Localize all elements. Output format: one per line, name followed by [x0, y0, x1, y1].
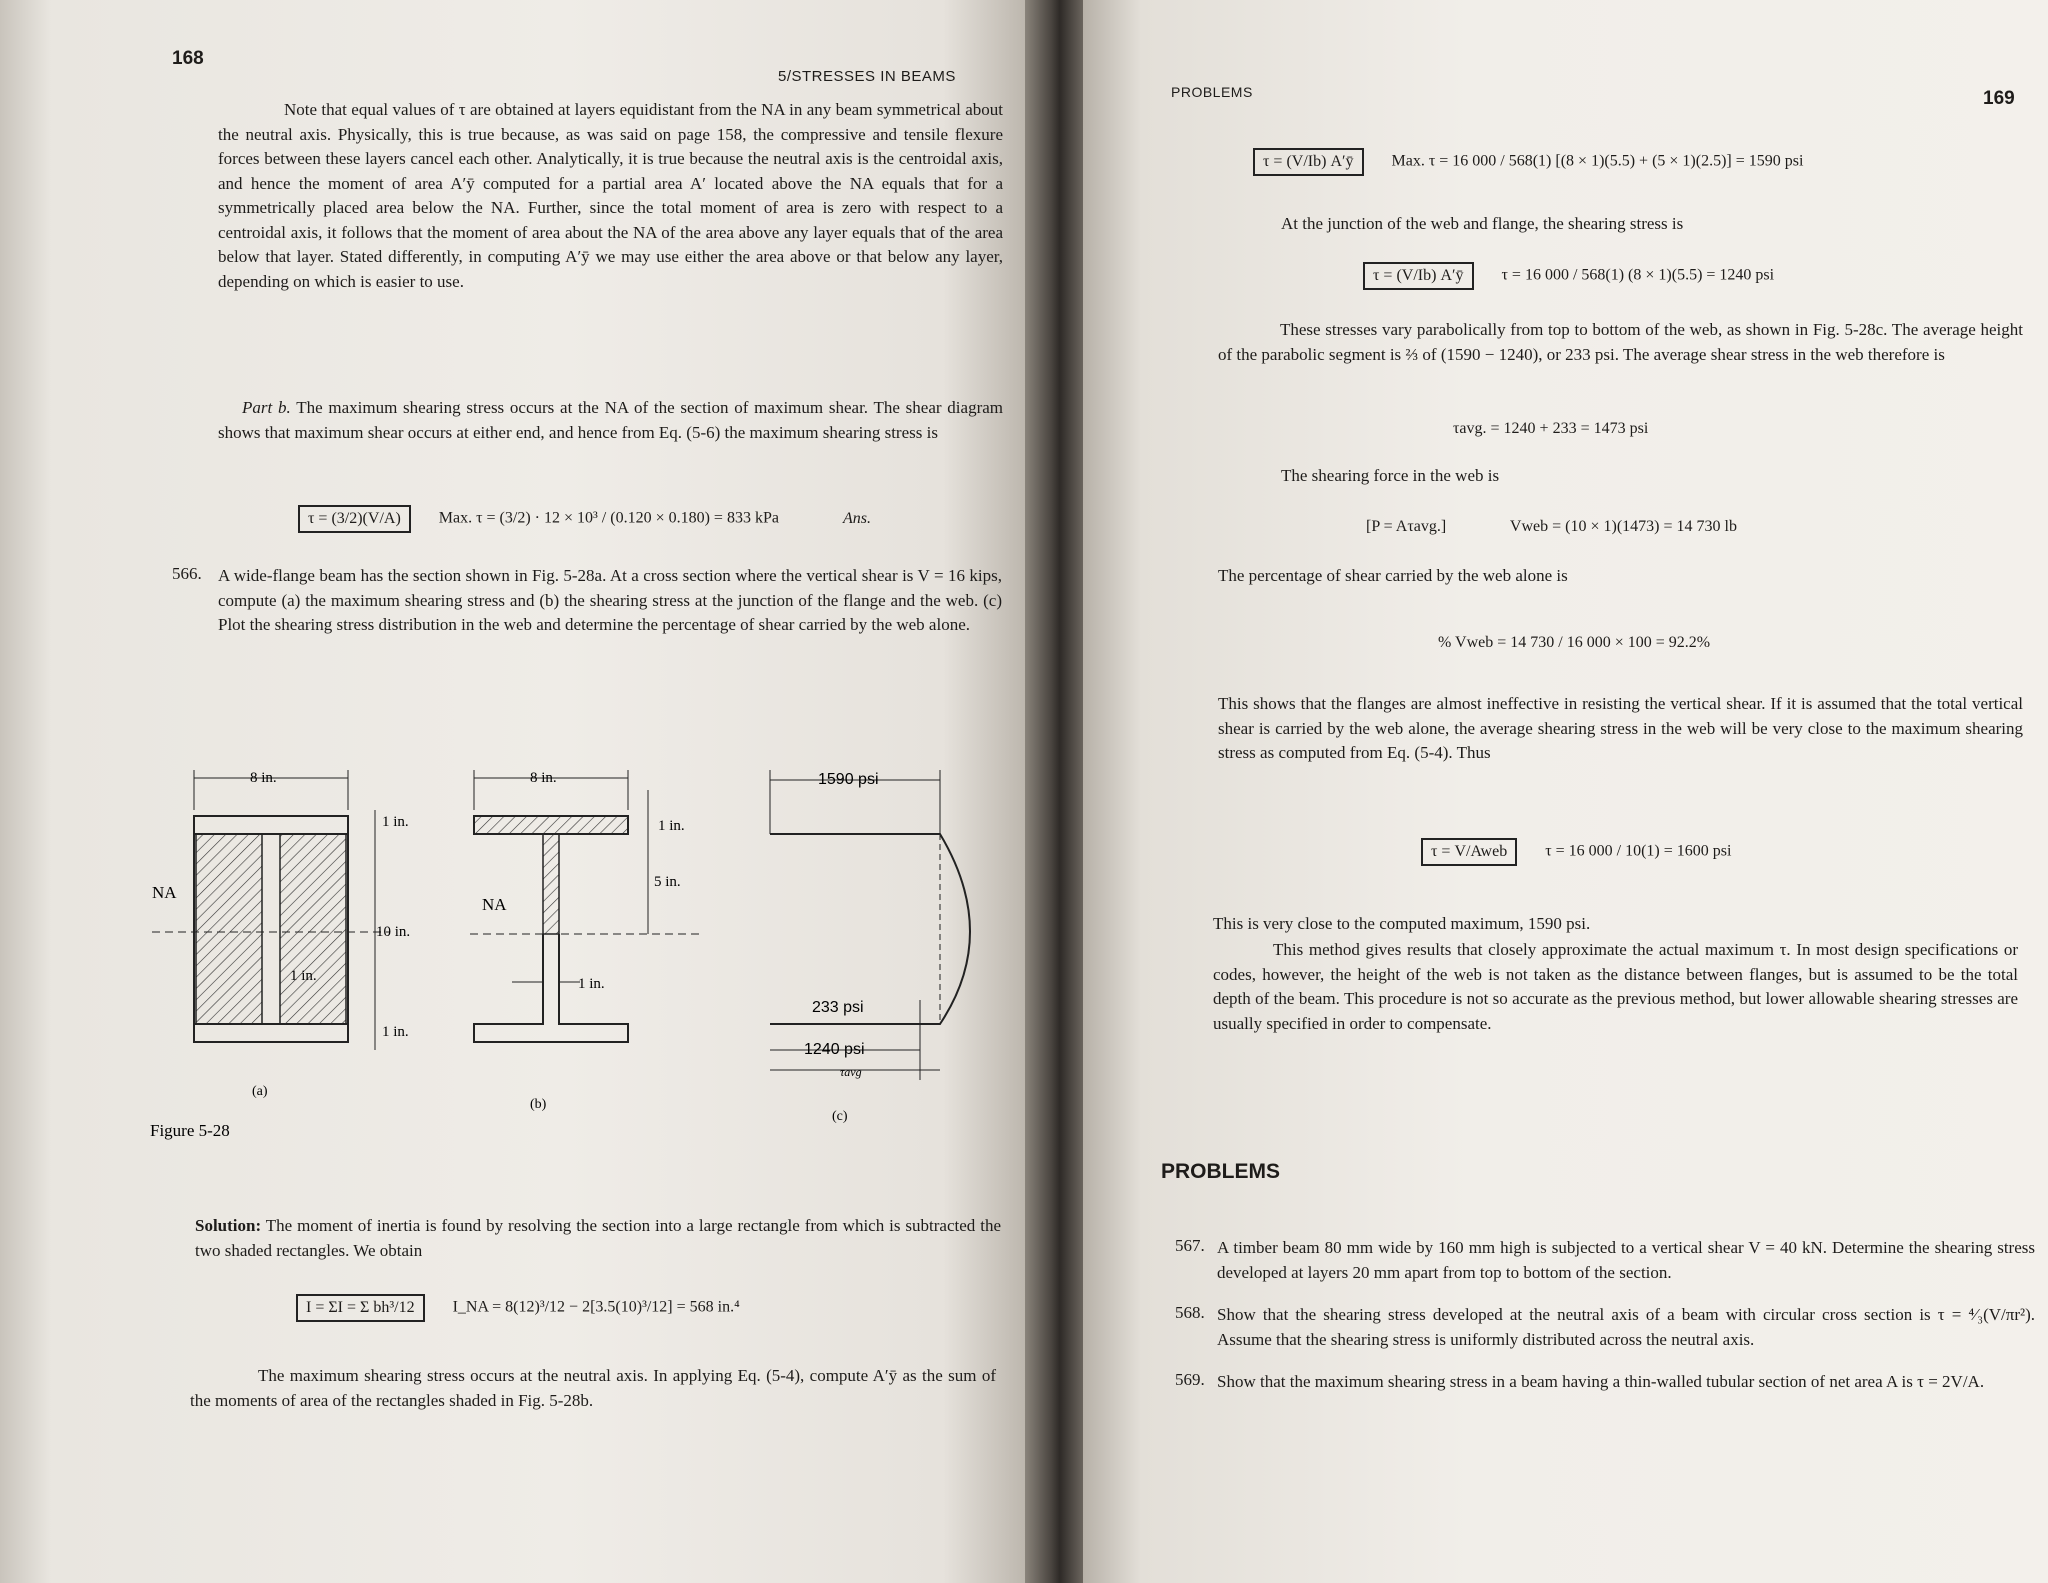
problem-text: Show that the maximum shearing stress in a beam having a thin-walled tubular section of net area A is τ = 2V/A. — [1217, 1372, 1985, 1391]
equation-body: Vweb = (10 × 1)(1473) = 14 730 lb — [1509, 518, 1737, 535]
equation-bracket: τ = (V/Ib) A′ȳ — [1363, 262, 1474, 290]
na-label-a: NA — [152, 883, 177, 902]
right-page — [1083, 0, 2048, 1583]
label-233-psi: 233 psi — [812, 999, 864, 1016]
paragraph-design-codes: This method gives results that closely approximate the actual maximum τ. In most design specifications or codes, however, the height of the web is not taken as the distance between flanges, but is assumed to be the total depth of the beam. This procedure is not so accurate as the previous method, but lower allowable shearing stresses are usually specified in order to compensate. — [1213, 940, 2018, 1033]
dim-1in-web-b: 1 in. — [578, 976, 605, 992]
book-gutter — [1025, 0, 1083, 1583]
close-text: This is very close to the computed maximum, 1590 psi. — [1213, 914, 1591, 933]
equation-average-web — [1421, 838, 1731, 866]
dim-1in-web-a: 1 in. — [290, 968, 317, 984]
equation-max-shear-psi — [1253, 148, 1803, 176]
dim-8in-a: 8 in. — [250, 770, 277, 786]
problem-text: A timber beam 80 mm wide by 160 mm high is subjected to a vertical shear V = 40 kN. Determine the shearing stress developed at layers 20 mm apart from top to bottom of the section. — [1217, 1238, 2035, 1282]
answer-label: Ans. — [842, 509, 871, 527]
figure-c — [770, 770, 970, 1080]
dim-1in-top-b: 1 in. — [658, 818, 685, 834]
problem-566 — [172, 564, 1002, 638]
equation-moment-of-inertia — [296, 1294, 740, 1322]
equation-body: τ = 16 000 / 568(1) (8 × 1)(5.5) = 1240 psi — [1501, 266, 1775, 284]
dim-8in-b: 8 in. — [530, 770, 557, 786]
part-b-label: Part b. — [242, 398, 291, 417]
dim-1in-bottom-a: 1 in. — [382, 1024, 409, 1040]
dim-5in-b: 5 in. — [654, 874, 681, 890]
dim-10in-a: 10 in. — [376, 924, 411, 940]
right-page-number: 169 — [1983, 88, 2015, 109]
equation-bracket: [P = Aτavg.] — [1366, 518, 1447, 535]
equation-body: I_NA = 8(12)³/12 − 2[3.5(10)³/12] = 568 in.⁴ — [452, 1298, 740, 1316]
problem-item — [1175, 1236, 2035, 1285]
equation-web-force — [1366, 518, 1737, 536]
subfigure-b-label: (b) — [530, 1097, 547, 1112]
part-b-paragraph — [218, 396, 1003, 445]
equation-max-shear-kpa — [298, 505, 871, 533]
label-1240-psi: 1240 psi — [804, 1041, 865, 1058]
equation-bracket: I = ΣI = Σ bh³/12 — [296, 1294, 425, 1322]
equation-bracket: τ = V/Aweb — [1421, 838, 1517, 866]
problem-item — [1175, 1303, 2035, 1352]
label-tau-avg: τavg — [840, 1065, 862, 1079]
paragraph-flanges: This shows that the flanges are almost ineffective in resisting the vertical shear. If it is assumed that the total vertical shear is carried by the web alone, the average shearing stress in the web will be very close to the maximum shearing stress as computed from Eq. (5-4). Thus — [1218, 694, 2023, 762]
problem-number: 569. — [1175, 1370, 1205, 1389]
equation-body: τ = 16 000 / 10(1) = 1600 psi — [1545, 842, 1732, 860]
dim-1in-top-a: 1 in. — [382, 814, 409, 830]
problem-text: Show that the shearing stress developed at the neutral axis of a beam with circular cross section is τ = ⁴⁄₃(V/πr²). Assume that the shearing stress is uniformly distributed across the neutral axis. — [1217, 1305, 2035, 1349]
left-running-head: 5/STRESSES IN BEAMS — [778, 68, 956, 85]
equation-average-shear: τavg. = 1240 + 233 = 1473 psi — [1453, 420, 1649, 437]
problem-number: 567. — [1175, 1236, 1205, 1255]
equation-body: Max. τ = 16 000 / 568(1) [(8 × 1)(5.5) + (5 × 1)(2.5)] = 1590 psi — [1391, 152, 1804, 170]
figure-5-28 — [140, 750, 1010, 1140]
right-running-head: PROBLEMS — [1171, 84, 1253, 100]
problem-text: A wide-flange beam has the section shown in Fig. 5-28a. At a cross section where the vertical shear is V = 16 kips, compute (a) the maximum shearing stress and (b) the shearing stress at the junction of the flange and the web. (c) Plot the shearing stress distribution in the web and determine the percentage of shear carried by the web alone. — [218, 566, 1002, 634]
problem-number: 566. — [172, 564, 202, 583]
figure-caption: Figure 5-28 — [150, 1121, 230, 1140]
problem-number: 568. — [1175, 1303, 1205, 1322]
na-label-b: NA — [482, 895, 507, 914]
solution-paragraph — [195, 1214, 1001, 1263]
solution-text: The moment of inertia is found by resolving the section into a large rectangle from which is subtracted the two shaded rectangles. We obtain — [195, 1216, 1001, 1260]
paragraph-symmetry: Note that equal values of τ are obtained at layers equidistant from the NA in any beam symmetrical about the neutral axis. Physically, this is true because, as was said on page 158, the compressive and tensile flexure forces between these layers cancel each other. Analytically, it is true because the neutral axis is the centroidal axis, and hence the moment of area A′ȳ computed for a partial area A′ located above the NA equals that for a symmetrically placed area below the NA. Further, since the total moment of area is zero with respect to a centroidal axis, it follows that the moment of area about the NA of the area above any layer equals that of the area below that layer. Stated differently, in computing A′ȳ we may use either the area above or that below any layer, depending on which is easier to use. — [218, 100, 1003, 291]
solution-label: Solution: — [195, 1216, 262, 1235]
problem-item — [1175, 1370, 2035, 1395]
equation-bracket: τ = (V/Ib) A′ȳ — [1253, 148, 1364, 176]
left-page-number: 168 — [172, 48, 204, 69]
subfigure-c-label: (c) — [832, 1109, 848, 1124]
paragraph-max-shear-na: The maximum shearing stress occurs at the neutral axis. In applying Eq. (5-4), compute A′ȳ as the sum of the moments of area of the rectangles shaded in Fig. 5-28b. — [190, 1366, 996, 1410]
part-b-text: The maximum shearing stress occurs at the NA of the section of maximum shear. The shear diagram shows that maximum shear occurs at either end, and hence from Eq. (5-6) the maximum shearing stress is — [218, 398, 1003, 442]
equation-bracket: τ = (3/2)(V/A) — [298, 505, 411, 533]
shear-force-text: The shearing force in the web is — [1281, 466, 1500, 485]
equation-percent-web: % Vweb = 14 730 / 16 000 × 100 = 92.2% — [1438, 634, 1711, 651]
problems-heading: PROBLEMS — [1161, 1160, 1281, 1183]
figure-a — [152, 770, 390, 1050]
subfigure-a-label: (a) — [252, 1084, 268, 1099]
equation-junction-shear — [1363, 262, 1774, 290]
problems-list — [1175, 1236, 2035, 1395]
junction-text: At the junction of the web and flange, the shearing stress is — [1281, 214, 1684, 233]
equation-body: Max. τ = (3/2) · 12 × 10³ / (0.120 × 0.180) = 833 kPa — [438, 509, 779, 527]
paragraph-parabolic: These stresses vary parabolically from top to bottom of the web, as shown in Fig. 5-28c. The average height of the parabolic segment is ⅔ of (1590 − 1240), or 233 psi. The average shear stress in the web therefore is — [1218, 320, 2023, 364]
percent-text: The percentage of shear carried by the web alone is — [1218, 566, 1568, 585]
label-1590-psi: 1590 psi — [818, 771, 879, 788]
